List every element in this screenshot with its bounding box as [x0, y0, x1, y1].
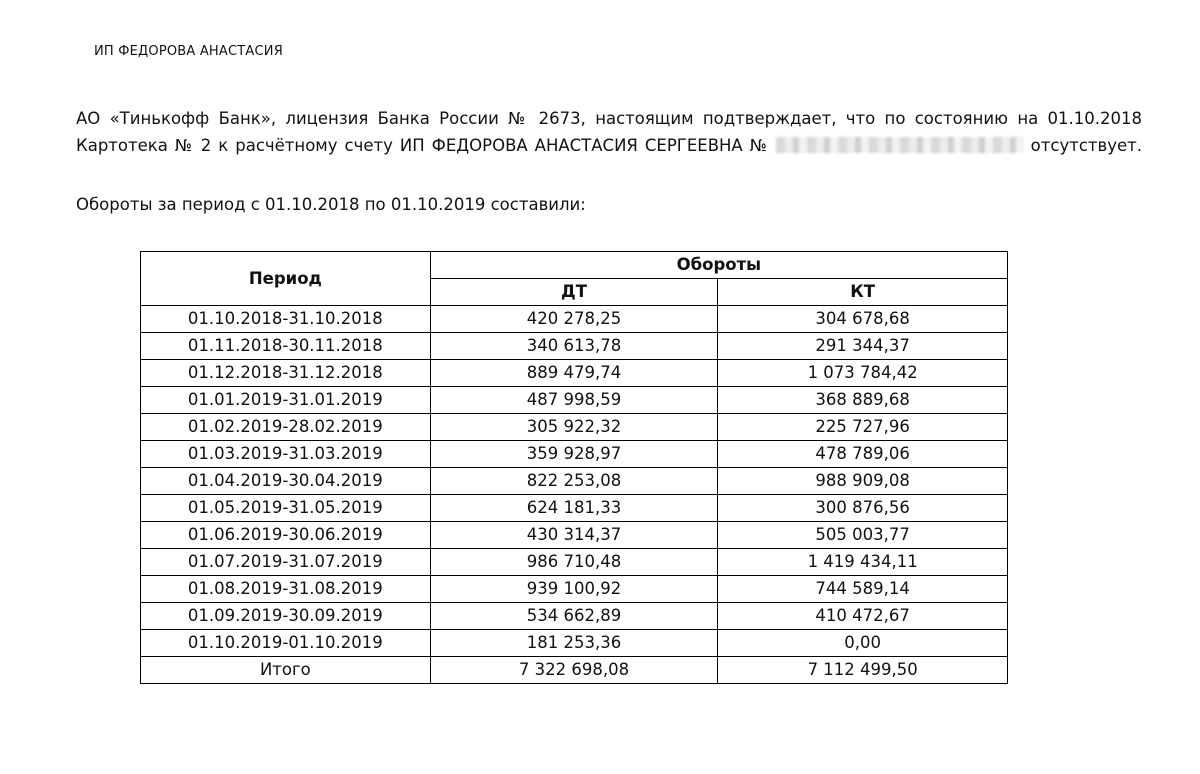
header-period: Период — [141, 252, 431, 306]
cell-dt: 420 278,25 — [430, 306, 718, 333]
cell-dt: 430 314,37 — [430, 522, 718, 549]
table-row — [141, 468, 1008, 495]
cell-kt: 1 073 784,42 — [718, 360, 1008, 387]
cell-period: 01.05.2019-31.05.2019 — [141, 495, 431, 522]
cell-period: 01.11.2018-30.11.2018 — [141, 333, 431, 360]
cell-period: 01.07.2019-31.07.2019 — [141, 549, 431, 576]
cell-dt: 487 998,59 — [430, 387, 718, 414]
cell-dt: 889 479,74 — [430, 360, 718, 387]
cell-period: 01.08.2019-31.08.2019 — [141, 576, 431, 603]
cell-kt: 304 678,68 — [718, 306, 1008, 333]
cell-kt: 291 344,37 — [718, 333, 1008, 360]
table-row — [141, 306, 1008, 333]
table-header-row — [141, 252, 1008, 279]
table-body — [141, 306, 1008, 657]
cell-dt: 305 922,32 — [430, 414, 718, 441]
cell-dt: 986 710,48 — [430, 549, 718, 576]
cell-kt: 505 003,77 — [718, 522, 1008, 549]
table-row — [141, 387, 1008, 414]
table-row — [141, 603, 1008, 630]
total-row — [141, 657, 1008, 684]
header-dt: ДТ — [430, 279, 718, 306]
cell-dt: 340 613,78 — [430, 333, 718, 360]
header-turnover: Обороты — [430, 252, 1007, 279]
redacted-account-number — [776, 137, 1024, 153]
table-row — [141, 333, 1008, 360]
cell-period: 01.01.2019-31.01.2019 — [141, 387, 431, 414]
cell-dt: 181 253,36 — [430, 630, 718, 657]
cell-dt: 822 253,08 — [430, 468, 718, 495]
table-row — [141, 576, 1008, 603]
table-row — [141, 630, 1008, 657]
cell-period: 01.06.2019-30.06.2019 — [141, 522, 431, 549]
cell-period: 01.03.2019-31.03.2019 — [141, 441, 431, 468]
cell-kt: 0,00 — [718, 630, 1008, 657]
total-label: Итого — [141, 657, 431, 684]
table-row — [141, 549, 1008, 576]
certificate-line-2 — [76, 136, 1142, 155]
cell-kt: 744 589,14 — [718, 576, 1008, 603]
cell-kt: 225 727,96 — [718, 414, 1008, 441]
turnover-table — [140, 251, 1008, 684]
cell-dt: 624 181,33 — [430, 495, 718, 522]
entrepreneur-name: ИП ФЕДОРОВА АНАСТАСИЯ — [94, 44, 283, 59]
cell-kt: 368 889,68 — [718, 387, 1008, 414]
table-row — [141, 414, 1008, 441]
certificate-line-2-suffix: отсутствует. — [1030, 136, 1143, 155]
cell-kt: 1 419 434,11 — [718, 549, 1008, 576]
total-kt: 7 112 499,50 — [718, 657, 1008, 684]
cell-period: 01.12.2018-31.12.2018 — [141, 360, 431, 387]
certificate-line-2-prefix: Картотека № 2 к расчётному счету ИП ФЕДОРОВА АНАСТАСИЯ СЕРГЕЕВНА № — [76, 136, 769, 155]
cell-kt: 988 909,08 — [718, 468, 1008, 495]
cell-period: 01.10.2018-31.10.2018 — [141, 306, 431, 333]
header-kt: КТ — [718, 279, 1008, 306]
cell-period: 01.02.2019-28.02.2019 — [141, 414, 431, 441]
table-row — [141, 360, 1008, 387]
table-row — [141, 441, 1008, 468]
table-row — [141, 522, 1008, 549]
cell-dt: 534 662,89 — [430, 603, 718, 630]
table-row — [141, 495, 1008, 522]
turnover-intro: Обороты за период с 01.10.2018 по 01.10.2019 составили: — [76, 195, 586, 214]
total-dt: 7 322 698,08 — [430, 657, 718, 684]
cell-dt: 939 100,92 — [430, 576, 718, 603]
cell-period: 01.10.2019-01.10.2019 — [141, 630, 431, 657]
cell-period: 01.09.2019-30.09.2019 — [141, 603, 431, 630]
certificate-line-1: АО «Тинькофф Банк», лицензия Банка России № 2673, настоящим подтверждает, что по состоянию на 01.10.2018 — [76, 109, 1142, 128]
cell-kt: 410 472,67 — [718, 603, 1008, 630]
cell-kt: 478 789,06 — [718, 441, 1008, 468]
cell-dt: 359 928,97 — [430, 441, 718, 468]
cell-period: 01.04.2019-30.04.2019 — [141, 468, 431, 495]
cell-kt: 300 876,56 — [718, 495, 1008, 522]
